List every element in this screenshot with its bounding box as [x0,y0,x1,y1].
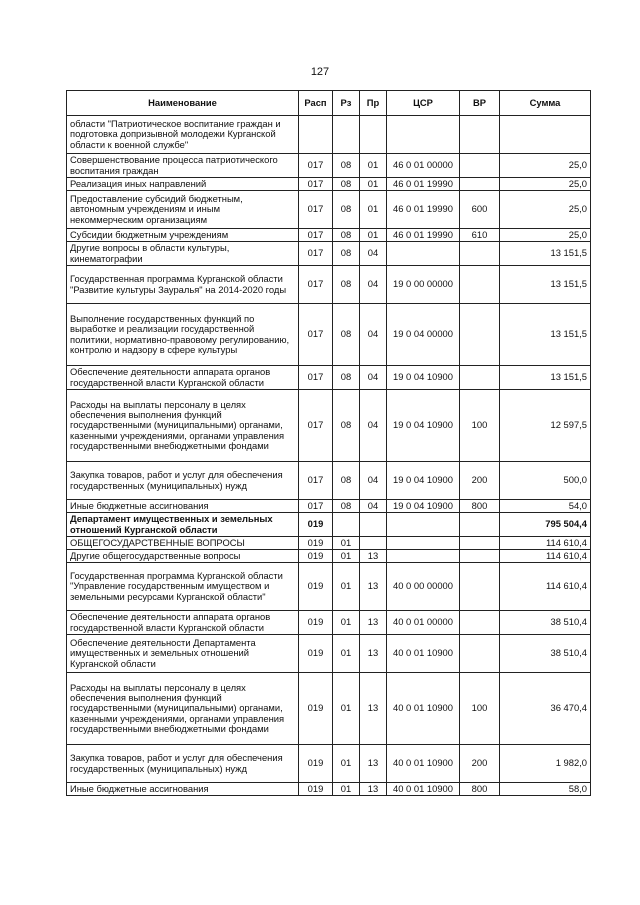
cell-name: Иные бюджетные ассигнования [67,783,299,796]
table-row [67,611,591,635]
cell-rz: 01 [333,673,360,745]
cell-rasp: 019 [299,783,333,796]
cell-sum: 25,0 [500,229,591,242]
cell-pr: 04 [360,242,387,266]
cell-vr: 100 [460,390,500,462]
cell-csr: 46 0 01 19990 [387,229,460,242]
table-header-row [67,91,591,116]
cell-sum: 38 510,4 [500,611,591,635]
cell-csr: 19 0 04 10900 [387,390,460,462]
cell-csr: 46 0 01 19990 [387,178,460,191]
table-row [67,191,591,229]
cell-name: Департамент имущественных и земельных отношений Курганской области [67,513,299,537]
cell-rasp: 017 [299,500,333,513]
cell-sum: 25,0 [500,191,591,229]
cell-sum: 12 597,5 [500,390,591,462]
cell-sum: 1 982,0 [500,745,591,783]
cell-name: Выполнение государственных функций по выработке и реализации государственной политики, нормативно-правовому регулированию, контролю и надзору в сфере культуры [67,304,299,366]
table-row [67,242,591,266]
cell-csr: 19 0 04 10900 [387,366,460,390]
cell-vr: 600 [460,191,500,229]
header-name: Наименование [67,91,299,116]
page-number: 127 [310,66,330,78]
cell-rasp: 017 [299,366,333,390]
cell-pr: 04 [360,500,387,513]
cell-pr: 13 [360,745,387,783]
table-row [67,563,591,611]
cell-rasp: 017 [299,462,333,500]
cell-sum: 795 504,4 [500,513,591,537]
cell-pr: 13 [360,563,387,611]
cell-sum: 25,0 [500,154,591,178]
cell-csr [387,116,460,154]
cell-rz: 08 [333,266,360,304]
cell-vr [460,563,500,611]
cell-pr: 13 [360,611,387,635]
cell-csr: 19 0 04 10900 [387,500,460,513]
header-sum: Сумма [500,91,591,116]
cell-sum: 38 510,4 [500,635,591,673]
cell-rz: 08 [333,154,360,178]
cell-sum: 114 610,4 [500,537,591,550]
table-row [67,178,591,191]
cell-sum: 13 151,5 [500,242,591,266]
cell-csr [387,513,460,537]
cell-vr [460,242,500,266]
cell-csr [387,537,460,550]
cell-name: Другие общегосударственные вопросы [67,550,299,563]
cell-rasp: 017 [299,266,333,304]
cell-name: Обеспечение деятельности аппарата органов государственной власти Курганской области [67,366,299,390]
table-row [67,513,591,537]
cell-sum: 54,0 [500,500,591,513]
cell-rz: 08 [333,390,360,462]
header-rz: Рз [333,91,360,116]
cell-name: Совершенствование процесса патриотического воспитания граждан [67,154,299,178]
cell-rz [333,513,360,537]
cell-vr [460,266,500,304]
cell-csr: 40 0 01 10900 [387,635,460,673]
cell-rasp: 019 [299,550,333,563]
cell-vr [460,154,500,178]
cell-vr: 610 [460,229,500,242]
cell-rz: 01 [333,611,360,635]
cell-vr: 800 [460,783,500,796]
cell-pr: 13 [360,783,387,796]
cell-sum: 58,0 [500,783,591,796]
cell-rz: 08 [333,462,360,500]
cell-rasp: 019 [299,635,333,673]
table-row [67,635,591,673]
table-row [67,537,591,550]
cell-sum [500,116,591,154]
cell-csr: 40 0 01 10900 [387,783,460,796]
cell-csr: 19 0 00 00000 [387,266,460,304]
cell-rasp: 019 [299,537,333,550]
table-row [67,550,591,563]
cell-name: Предоставление субсидий бюджетным, автономным учреждениям и иным некоммерческим организациям [67,191,299,229]
cell-rz [333,116,360,154]
header-vr: ВР [460,91,500,116]
cell-pr: 13 [360,635,387,673]
cell-rz: 01 [333,537,360,550]
table-body [67,116,591,796]
cell-csr: 40 0 00 00000 [387,563,460,611]
header-rasp: Расп [299,91,333,116]
table-row [67,673,591,745]
cell-vr [460,513,500,537]
cell-rz: 01 [333,563,360,611]
cell-rasp: 017 [299,229,333,242]
cell-pr: 01 [360,178,387,191]
cell-sum: 500,0 [500,462,591,500]
cell-sum: 13 151,5 [500,366,591,390]
cell-name: Другие вопросы в области культуры, кинематографии [67,242,299,266]
table-row [67,116,591,154]
cell-vr [460,611,500,635]
cell-name: Расходы на выплаты персоналу в целях обеспечения выполнения функций государственными (муниципальными) органами, казенными учреждениями, органами управления государственными внебюджетными фондами [67,673,299,745]
cell-rasp: 017 [299,178,333,191]
cell-rasp: 019 [299,563,333,611]
cell-vr [460,178,500,191]
cell-rasp: 017 [299,304,333,366]
cell-vr: 200 [460,745,500,783]
cell-vr [460,366,500,390]
cell-name: Обеспечение деятельности Департамента имущественных и земельных отношений Курганской области [67,635,299,673]
cell-csr: 19 0 04 10900 [387,462,460,500]
cell-name: Обеспечение деятельности аппарата органов государственной власти Курганской области [67,611,299,635]
table-row [67,745,591,783]
table-row [67,783,591,796]
cell-vr [460,116,500,154]
cell-rasp: 019 [299,611,333,635]
table-row [67,229,591,242]
cell-pr: 01 [360,154,387,178]
cell-rz: 01 [333,635,360,673]
cell-vr [460,550,500,563]
table-row [67,266,591,304]
cell-csr: 40 0 01 00000 [387,611,460,635]
cell-rz: 08 [333,242,360,266]
table-row [67,366,591,390]
cell-rasp: 017 [299,242,333,266]
cell-pr [360,116,387,154]
cell-sum: 13 151,5 [500,304,591,366]
cell-name: Субсидии бюджетным учреждениям [67,229,299,242]
cell-pr: 04 [360,462,387,500]
cell-vr: 200 [460,462,500,500]
cell-rasp [299,116,333,154]
cell-vr [460,537,500,550]
header-pr: Пр [360,91,387,116]
cell-rz: 08 [333,191,360,229]
cell-rz: 08 [333,229,360,242]
cell-csr: 40 0 01 10900 [387,673,460,745]
cell-pr: 13 [360,550,387,563]
cell-pr: 04 [360,304,387,366]
cell-pr: 13 [360,673,387,745]
table-row [67,304,591,366]
cell-name: Расходы на выплаты персоналу в целях обеспечения выполнения функций государственными (муниципальными) органами, казенными учреждениями, органами управления государственными внебюджетными фондами [67,390,299,462]
cell-vr: 800 [460,500,500,513]
cell-name: Государственная программа Курганской области "Управление государственным имуществом и земельными ресурсами Курганской области" [67,563,299,611]
cell-vr: 100 [460,673,500,745]
cell-name: Реализация иных направлений [67,178,299,191]
table-row [67,500,591,513]
cell-csr [387,550,460,563]
cell-name: области "Патриотическое воспитание граждан и подготовка допризывной молодежи Курганской области к военной службе" [67,116,299,154]
cell-rz: 01 [333,783,360,796]
cell-rz: 01 [333,550,360,563]
cell-pr: 04 [360,390,387,462]
table-row [67,390,591,462]
cell-rz: 01 [333,745,360,783]
cell-name: ОБЩЕГОСУДАРСТВЕННЫЕ ВОПРОСЫ [67,537,299,550]
table-row [67,154,591,178]
cell-pr: 01 [360,191,387,229]
cell-sum: 114 610,4 [500,563,591,611]
cell-sum: 13 151,5 [500,266,591,304]
cell-pr: 04 [360,366,387,390]
cell-rz: 08 [333,178,360,191]
cell-rz: 08 [333,500,360,513]
cell-csr: 46 0 01 19990 [387,191,460,229]
cell-rz: 08 [333,304,360,366]
cell-name: Государственная программа Курганской области "Развитие культуры Зауралья" на 2014-2020 годы [67,266,299,304]
cell-rasp: 017 [299,390,333,462]
cell-rasp: 017 [299,154,333,178]
cell-csr: 46 0 01 00000 [387,154,460,178]
cell-pr: 01 [360,229,387,242]
cell-rasp: 017 [299,191,333,229]
budget-table [66,90,591,796]
cell-rasp: 019 [299,513,333,537]
cell-name: Иные бюджетные ассигнования [67,500,299,513]
cell-sum: 36 470,4 [500,673,591,745]
table-row [67,462,591,500]
cell-vr [460,304,500,366]
cell-rz: 08 [333,366,360,390]
cell-name: Закупка товаров, работ и услуг для обеспечения государственных (муниципальных) нужд [67,745,299,783]
cell-csr: 19 0 04 00000 [387,304,460,366]
cell-csr [387,242,460,266]
header-csr: ЦСР [387,91,460,116]
cell-rasp: 019 [299,745,333,783]
cell-name: Закупка товаров, работ и услуг для обеспечения государственных (муниципальных) нужд [67,462,299,500]
cell-rasp: 019 [299,673,333,745]
cell-sum: 114 610,4 [500,550,591,563]
cell-pr [360,513,387,537]
cell-sum: 25,0 [500,178,591,191]
cell-csr: 40 0 01 10900 [387,745,460,783]
cell-pr: 04 [360,266,387,304]
cell-pr [360,537,387,550]
cell-vr [460,635,500,673]
